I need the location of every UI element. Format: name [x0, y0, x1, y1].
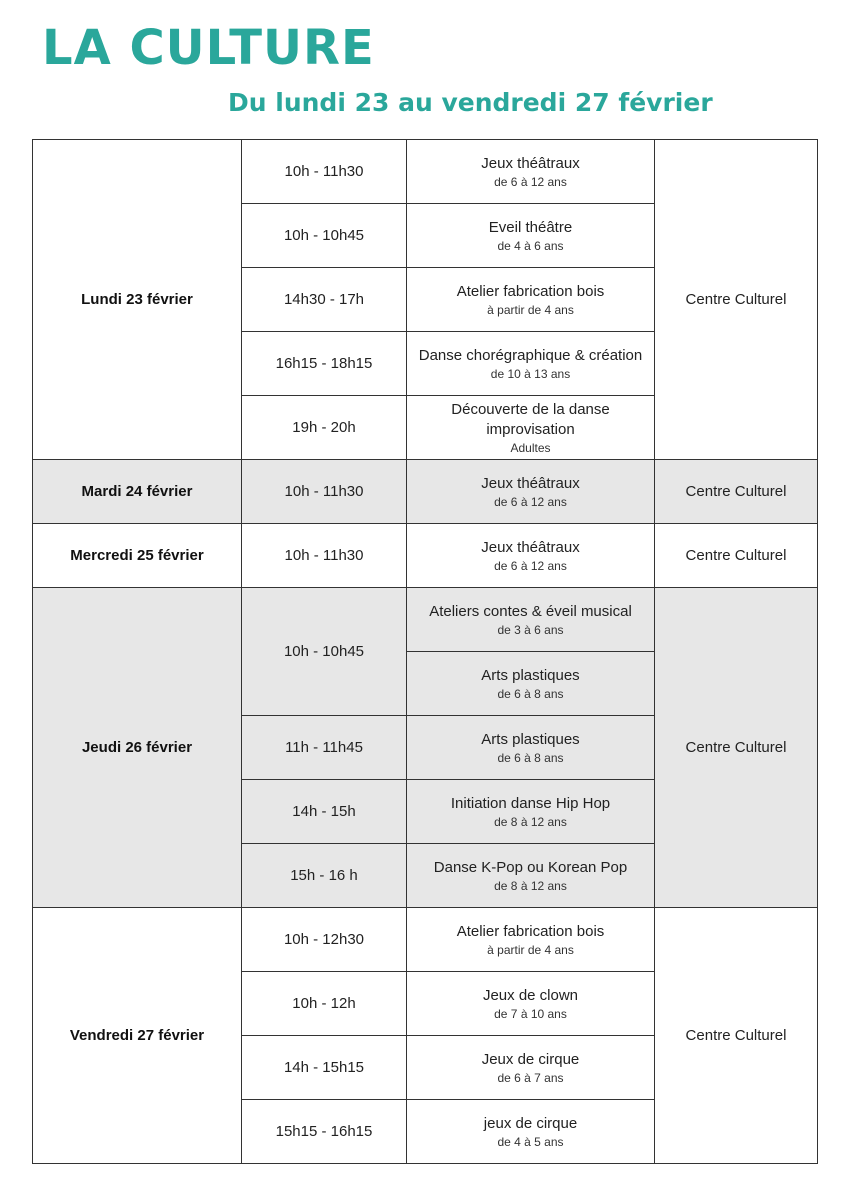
activity-age: de 4 à 5 ans — [497, 1134, 564, 1149]
activity-cell — [407, 1100, 655, 1164]
activity-cell — [407, 716, 655, 780]
activity-name: jeux de cirque — [483, 1114, 578, 1132]
time-cell: 15h15 - 16h15 — [242, 1100, 407, 1164]
activity-name: Atelier fabrication bois — [456, 282, 605, 300]
day-cell: Mardi 24 février — [33, 460, 242, 524]
activity-cell — [407, 588, 655, 652]
activity-age: de 6 à 7 ans — [497, 1070, 564, 1085]
table-row — [33, 140, 818, 204]
table-row — [33, 460, 818, 524]
activity-cell — [407, 1036, 655, 1100]
activity-age: Adultes — [510, 440, 551, 455]
activity-cell — [407, 524, 655, 588]
place-cell: Centre Culturel — [655, 140, 818, 460]
activity-age: de 6 à 8 ans — [497, 750, 564, 765]
time-cell: 10h - 10h45 — [242, 588, 407, 716]
activity-name: Jeux de clown — [482, 986, 579, 1004]
activity-cell — [407, 908, 655, 972]
place-cell: Centre Culturel — [655, 588, 818, 908]
page-subtitle: Du lundi 23 au vendredi 27 février — [228, 88, 713, 117]
time-cell: 14h30 - 17h — [242, 268, 407, 332]
activity-name: Arts plastiques — [481, 666, 580, 684]
activity-name: Atelier fabrication bois — [456, 922, 605, 940]
activity-age: à partir de 4 ans — [487, 302, 574, 317]
activity-cell — [407, 396, 655, 460]
activity-cell — [407, 780, 655, 844]
activity-name: Ateliers contes & éveil musical — [429, 602, 632, 620]
time-cell: 11h - 11h45 — [242, 716, 407, 780]
time-cell: 14h - 15h — [242, 780, 407, 844]
activity-cell — [407, 652, 655, 716]
schedule-table — [32, 139, 818, 1164]
day-cell: Vendredi 27 février — [33, 908, 242, 1164]
activity-age: de 4 à 6 ans — [497, 238, 564, 253]
activity-cell — [407, 972, 655, 1036]
table-row — [33, 908, 818, 972]
activity-cell — [407, 268, 655, 332]
activity-age: de 6 à 8 ans — [497, 686, 564, 701]
table-row — [33, 588, 818, 652]
activity-name: Danse K-Pop ou Korean Pop — [433, 858, 628, 876]
activity-name: Jeux théâtraux — [481, 154, 580, 172]
time-cell: 19h - 20h — [242, 396, 407, 460]
activity-name: Eveil théâtre — [488, 218, 573, 236]
activity-age: de 6 à 12 ans — [494, 494, 567, 509]
day-cell: Mercredi 25 février — [33, 524, 242, 588]
activity-cell — [407, 460, 655, 524]
time-cell: 14h - 15h15 — [242, 1036, 407, 1100]
activity-age: de 8 à 12 ans — [494, 814, 567, 829]
activity-age: de 3 à 6 ans — [497, 622, 564, 637]
table-row — [33, 524, 818, 588]
activity-name: Initiation danse Hip Hop — [450, 794, 611, 812]
activity-name: Jeux de cirque — [481, 1050, 580, 1068]
time-cell: 10h - 12h — [242, 972, 407, 1036]
activity-age: de 6 à 12 ans — [494, 558, 567, 573]
activity-age: de 6 à 12 ans — [494, 174, 567, 189]
activity-age: de 8 à 12 ans — [494, 878, 567, 893]
schedule-body — [33, 140, 818, 1164]
place-cell: Centre Culturel — [655, 460, 818, 524]
time-cell: 10h - 11h30 — [242, 524, 407, 588]
activity-name: Danse chorégraphique & création — [418, 346, 643, 364]
time-cell: 10h - 11h30 — [242, 140, 407, 204]
activity-name: Jeux théâtraux — [481, 538, 580, 556]
day-cell: Jeudi 26 février — [33, 588, 242, 908]
time-cell: 10h - 12h30 — [242, 908, 407, 972]
activity-name: Arts plastiques — [481, 730, 580, 748]
time-cell: 10h - 11h30 — [242, 460, 407, 524]
activity-cell — [407, 332, 655, 396]
activity-cell — [407, 204, 655, 268]
activity-name: Jeux théâtraux — [481, 474, 580, 492]
time-cell: 15h - 16 h — [242, 844, 407, 908]
time-cell: 10h - 10h45 — [242, 204, 407, 268]
activity-age: de 7 à 10 ans — [494, 1006, 567, 1021]
activity-name: Découverte de la danse improvisation — [451, 400, 610, 438]
activity-age: à partir de 4 ans — [487, 942, 574, 957]
page-title: LA CULTURE — [42, 20, 375, 76]
place-cell: Centre Culturel — [655, 908, 818, 1164]
time-cell: 16h15 - 18h15 — [242, 332, 407, 396]
activity-age: de 10 à 13 ans — [490, 366, 571, 381]
day-cell: Lundi 23 février — [33, 140, 242, 460]
activity-cell — [407, 140, 655, 204]
activity-cell — [407, 844, 655, 908]
place-cell: Centre Culturel — [655, 524, 818, 588]
